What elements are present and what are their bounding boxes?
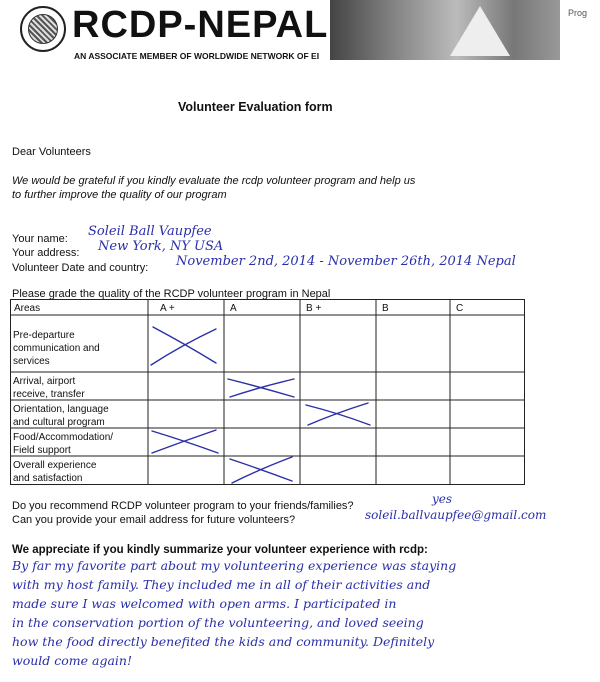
row2-area-line1: Arrival, airport [13,376,76,387]
intro-line-2: to further improve the quality of our program [12,189,227,201]
summary-line-1[interactable]: By far my favorite part about my volunteering experience was staying [12,558,457,573]
org-tagline: AN ASSOCIATE MEMBER OF WORLDWIDE NETWORK OF EI [74,51,320,61]
grades-table [10,299,525,485]
address-label: Your address: [12,247,80,259]
mark-row1-a-plus[interactable] [151,327,216,365]
row5-area-line1: Overall experience [13,460,97,471]
page-mark: Prog [568,8,588,18]
header-a: A [230,303,237,314]
name-label: Your name: [12,233,68,245]
mark-row4-a-plus[interactable] [152,430,218,453]
row3-area-line1: Orientation, language [13,404,109,415]
summary-line-4[interactable]: in the conservation portion of the volunteering, and loved seeing [12,615,424,630]
row1-area-line3: services [13,356,50,367]
header-areas: Areas [14,303,41,314]
grade-prompt: Please grade the quality of the RCDP volunteer program in Nepal [12,288,331,300]
address-value[interactable]: New York, NY USA [98,239,224,254]
header-photo [330,0,560,60]
date-label: Volunteer Date and country: [12,262,149,274]
row3-area-line2: and cultural program [13,417,105,428]
date-value[interactable]: November 2nd, 2014 - November 26th, 2014 Nepal [176,254,516,269]
summary-line-6[interactable]: would come again! [12,653,132,668]
row2-area-line2: receive, transfer [13,389,85,400]
summary-line-5[interactable]: how the food directly benefited the kids and community. Definitely [12,634,435,649]
summary-line-2[interactable]: with my host family. They included me in all of their activities and [12,577,431,592]
row1-area-line1: Pre-departure [13,330,75,341]
header-b: B [382,303,389,314]
org-name: RCDP-NEPAL [72,4,329,46]
mark-row3-b-plus[interactable] [306,403,370,425]
header-a-plus: A + [160,303,175,314]
row1-area-line2: communication and [13,343,100,354]
email-answer[interactable]: soleil.ballvaupfee@gmail.com [365,508,547,522]
form-title: Volunteer Evaluation form [178,100,333,114]
intro-line-1: We would be grateful if you kindly evaluate the rcdp volunteer program and help us [12,175,416,187]
recommend-label: Do you recommend RCDP volunteer program to your friends/families? [12,500,354,512]
logo-seal-icon [20,6,66,52]
summary-line-3[interactable]: made sure I was welcomed with open arms. I participated in [12,596,397,611]
mark-row2-a[interactable] [228,379,294,397]
mark-row5-a[interactable] [230,457,292,483]
summary-heading: We appreciate if you kindly summarize your volunteer experience with rcdp: [12,544,428,556]
header-c: C [456,303,464,314]
name-value[interactable]: Soleil Ball Vaupfee [88,224,212,239]
recommend-answer[interactable]: yes [432,492,453,506]
row4-area-line2: Field support [13,445,71,456]
email-label: Can you provide your email address for future volunteers? [12,514,296,526]
header-b-plus: B + [306,303,322,314]
row4-area-line1: Food/Accommodation/ [13,432,114,443]
row5-area-line2: and satisfaction [13,473,83,484]
greeting: Dear Volunteers [12,146,91,158]
